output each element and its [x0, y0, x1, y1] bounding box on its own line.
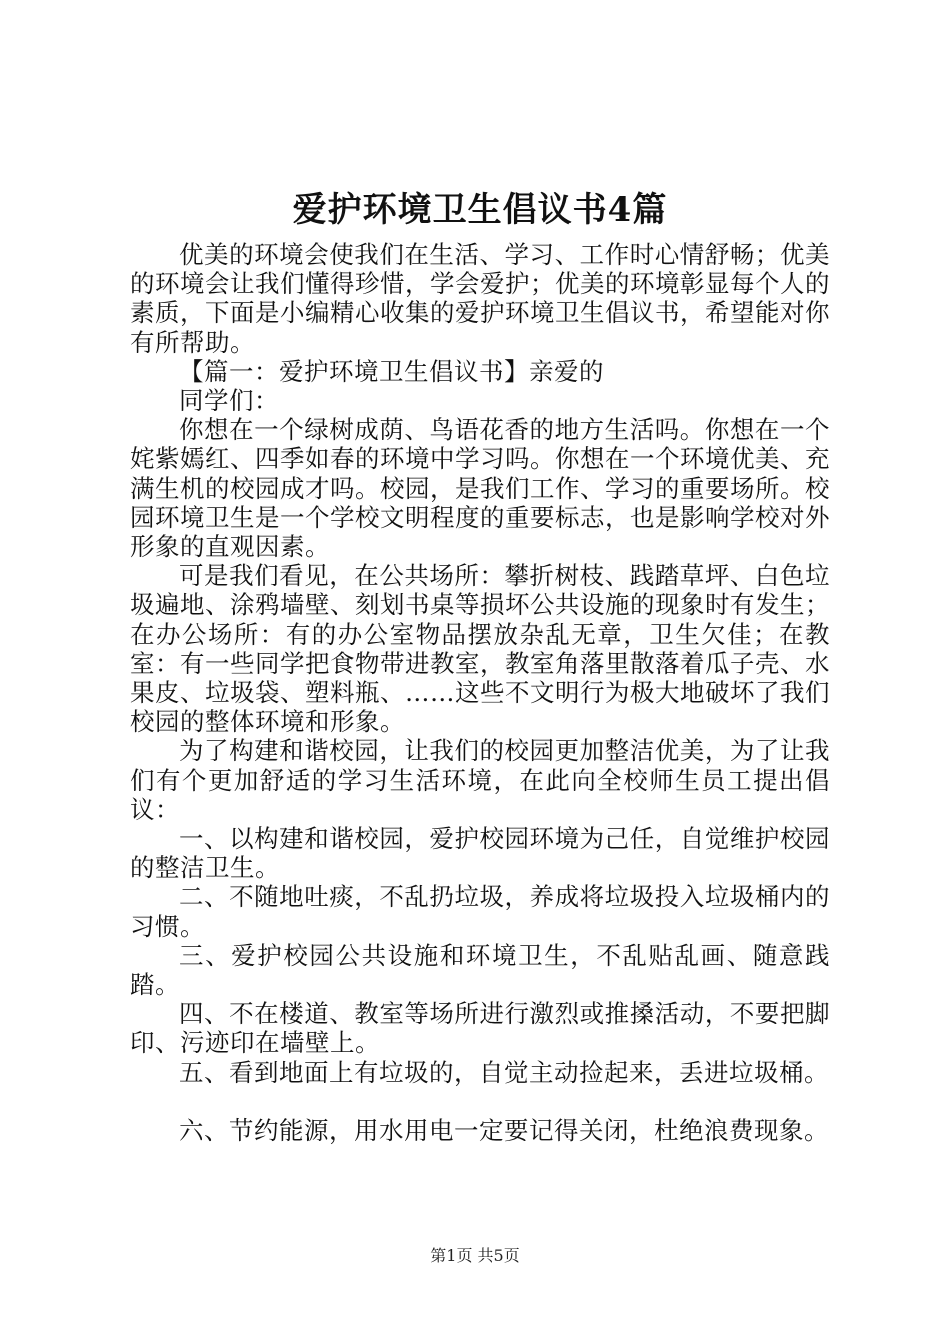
- paragraph-item-5: 五、看到地面上有垃圾的，自觉主动捡起来，丢进垃圾桶。: [179, 1057, 829, 1087]
- document-page: [130, 182, 830, 1145]
- paragraph-proposal: 为了构建和谐校园，让我们的校园更加整洁优美，为了让我们有个更加舒适的学习生活环境，在此向全校师生员工提出倡议：: [130, 736, 830, 824]
- paragraph-item-3: 三、爱护校园公共设施和环境卫生，不乱贴乱画、随意践踏。: [130, 940, 830, 1000]
- page-footer: 第1页 共5页: [430, 1246, 520, 1265]
- paragraph-salutation: 同学们：: [179, 386, 279, 416]
- paragraph-section-heading: 【篇一：爱护环境卫生倡议书】亲爱的: [179, 356, 604, 386]
- document-title: 爱护环境卫生倡议书4篇: [292, 190, 668, 230]
- paragraph-intro: 优美的环境会使我们在生活、学习、工作时心情舒畅；优美的环境会让我们懂得珍惜，学会爱护；优美的环境彰显每个人的素质，下面是小编精心收集的爱护环境卫生倡议书，希望能对你有所帮助。: [130, 240, 830, 357]
- paragraph-problems: 可是我们看见，在公共场所：攀折树枝、践踏草坪、白色垃圾遍地、涂鸦墙壁、刻划书桌等损坏公共设施的现象时有发生；在办公场所：有的办公室物品摆放杂乱无章，卫生欠佳；在教室：有一些同学把食物带进教室，教室角落里散落着瓜子壳、水果皮、垃圾袋、塑料瓶、……这些不文明行为极大地破坏了我们校园的整体环境和形象。: [130, 561, 830, 737]
- paragraph-item-1: 一、以构建和谐校园，爱护校园环境为己任，自觉维护校园的整洁卫生。: [130, 824, 830, 883]
- paragraph-spacer: [130, 1087, 830, 1116]
- paragraph-item-2: 二、不随地吐痰，不乱扔垃圾，养成将垃圾投入垃圾桶内的习惯。: [130, 882, 830, 941]
- paragraph-item-4: 四、不在楼道、教室等场所进行激烈或推搡活动，不要把脚印、污迹印在墙壁上。: [130, 999, 830, 1058]
- paragraph-item-6: 六、节约能源，用水用电一定要记得关闭，杜绝浪费现象。: [179, 1115, 829, 1145]
- paragraph-questions: 你想在一个绿树成荫、鸟语花香的地方生活吗。你想在一个姹紫嫣红、四季如春的环境中学习吗。你想在一个环境优美、充满生机的校园成才吗。校园，是我们工作、学习的重要场所。校园环境卫生是一个学校文明程度的重要标志，也是影响学校对外形象的直观因素。: [130, 415, 830, 562]
